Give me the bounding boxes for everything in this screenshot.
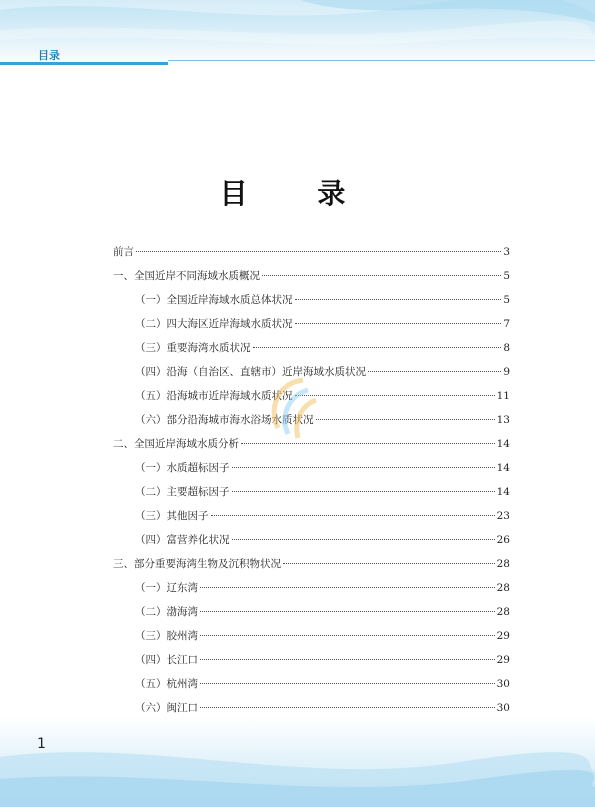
toc-leader-dots bbox=[368, 371, 501, 372]
toc-entry-label: （二）四大海区近岸海域水质状况 bbox=[135, 318, 293, 330]
toc-entry[interactable] bbox=[113, 624, 510, 648]
page-number: 1 bbox=[37, 736, 46, 752]
toc-entry-page: 11 bbox=[496, 390, 510, 402]
watermark-logo bbox=[258, 368, 338, 448]
toc-entry-page: 26 bbox=[496, 534, 510, 546]
toc-entry-page: 28 bbox=[496, 582, 510, 594]
toc-entry-label: （四）长江口 bbox=[135, 654, 198, 666]
toc-entry[interactable] bbox=[113, 576, 510, 600]
toc-entry[interactable] bbox=[113, 600, 510, 624]
toc-entry-page: 13 bbox=[496, 414, 510, 426]
toc-entry[interactable] bbox=[113, 264, 510, 288]
page-title: 目 录 bbox=[219, 177, 376, 210]
toc-entry-label: （四）沿海（自治区、直辖市）近岸海域水质状况 bbox=[135, 366, 366, 378]
toc-leader-dots bbox=[316, 419, 495, 420]
toc-entry-label: （五）沿海城市近岸海域水质状况 bbox=[135, 390, 293, 402]
toc-entry-page: 5 bbox=[503, 270, 510, 282]
toc-leader-dots bbox=[232, 491, 495, 492]
toc-leader-dots bbox=[200, 683, 495, 684]
toc-leader-dots bbox=[232, 467, 495, 468]
toc-entry-label: （六）闽江口 bbox=[135, 702, 198, 714]
header-rule bbox=[168, 60, 595, 61]
toc-entry-label: （三）重要海湾水质状况 bbox=[135, 342, 251, 354]
header-band bbox=[0, 0, 595, 68]
toc-entry-label: 前言 bbox=[113, 246, 134, 258]
toc-entry-label: （六）部分沿海城市海水浴场水质状况 bbox=[135, 414, 314, 426]
toc-entry-page: 30 bbox=[496, 678, 510, 690]
toc-leader-dots bbox=[253, 347, 502, 348]
toc-leader-dots bbox=[262, 275, 501, 276]
toc-entry-label: （一）全国近岸海域水质总体状况 bbox=[135, 294, 293, 306]
toc-entry-page: 3 bbox=[503, 246, 510, 258]
toc-entry-label: （二）主要超标因子 bbox=[135, 486, 230, 498]
toc-entry[interactable] bbox=[113, 480, 510, 504]
toc-leader-dots bbox=[200, 611, 495, 612]
toc-entry-label: （三）其他因子 bbox=[135, 510, 209, 522]
toc-entry-page: 29 bbox=[496, 654, 510, 666]
toc-leader-dots bbox=[200, 707, 495, 708]
toc-leader-dots bbox=[211, 515, 495, 516]
toc-entry[interactable] bbox=[113, 240, 510, 264]
toc-entry-label: （四）富营养化状况 bbox=[135, 534, 230, 546]
toc-leader-dots bbox=[200, 659, 495, 660]
header-wave-decoration bbox=[0, 0, 595, 68]
toc-entry-page: 9 bbox=[503, 366, 510, 378]
toc-entry[interactable] bbox=[113, 456, 510, 480]
toc-entry-page: 8 bbox=[503, 342, 510, 354]
header-accent-line bbox=[0, 62, 168, 65]
toc-entry[interactable] bbox=[113, 504, 510, 528]
toc-entry-page: 23 bbox=[496, 510, 510, 522]
toc-leader-dots bbox=[136, 251, 501, 252]
toc-entry[interactable] bbox=[113, 648, 510, 672]
toc-leader-dots bbox=[200, 635, 495, 636]
toc-leader-dots bbox=[283, 563, 495, 564]
toc-entry-label: （五）杭州湾 bbox=[135, 678, 198, 690]
toc-entry[interactable] bbox=[113, 528, 510, 552]
toc-entry-label: （一）辽东湾 bbox=[135, 582, 198, 594]
toc-entry-page: 28 bbox=[496, 606, 510, 618]
toc-entry-label: （三）胶州湾 bbox=[135, 630, 198, 642]
toc-entry-label: （二）渤海湾 bbox=[135, 606, 198, 618]
toc-entry-page: 5 bbox=[503, 294, 510, 306]
toc-leader-dots bbox=[295, 323, 502, 324]
toc-entry-page: 29 bbox=[496, 630, 510, 642]
toc-entry-label: （一）水质超标因子 bbox=[135, 462, 230, 474]
toc-entry-label: 二、全国近岸海域水质分析 bbox=[113, 438, 239, 450]
toc-entry-page: 14 bbox=[496, 462, 510, 474]
toc-entry[interactable] bbox=[113, 336, 510, 360]
toc-entry-page: 14 bbox=[496, 486, 510, 498]
footer-band bbox=[0, 717, 595, 807]
toc-leader-dots bbox=[295, 299, 502, 300]
toc-leader-dots bbox=[200, 587, 495, 588]
toc-entry-page: 14 bbox=[496, 438, 510, 450]
toc-entry-page: 28 bbox=[496, 558, 510, 570]
header-section-label: 目录 bbox=[38, 49, 60, 62]
toc-entry[interactable] bbox=[113, 552, 510, 576]
toc-entry[interactable] bbox=[113, 312, 510, 336]
toc-entry-label: 一、全国近岸不同海域水质概况 bbox=[113, 270, 260, 282]
toc-entry-page: 30 bbox=[496, 702, 510, 714]
table-of-contents bbox=[113, 240, 510, 744]
toc-entry[interactable] bbox=[113, 672, 510, 696]
toc-entry-label: 三、部分重要海湾生物及沉积物状况 bbox=[113, 558, 281, 570]
toc-leader-dots bbox=[232, 539, 495, 540]
toc-entry[interactable] bbox=[113, 288, 510, 312]
footer-wave-decoration bbox=[0, 717, 595, 807]
toc-entry-page: 7 bbox=[503, 318, 510, 330]
